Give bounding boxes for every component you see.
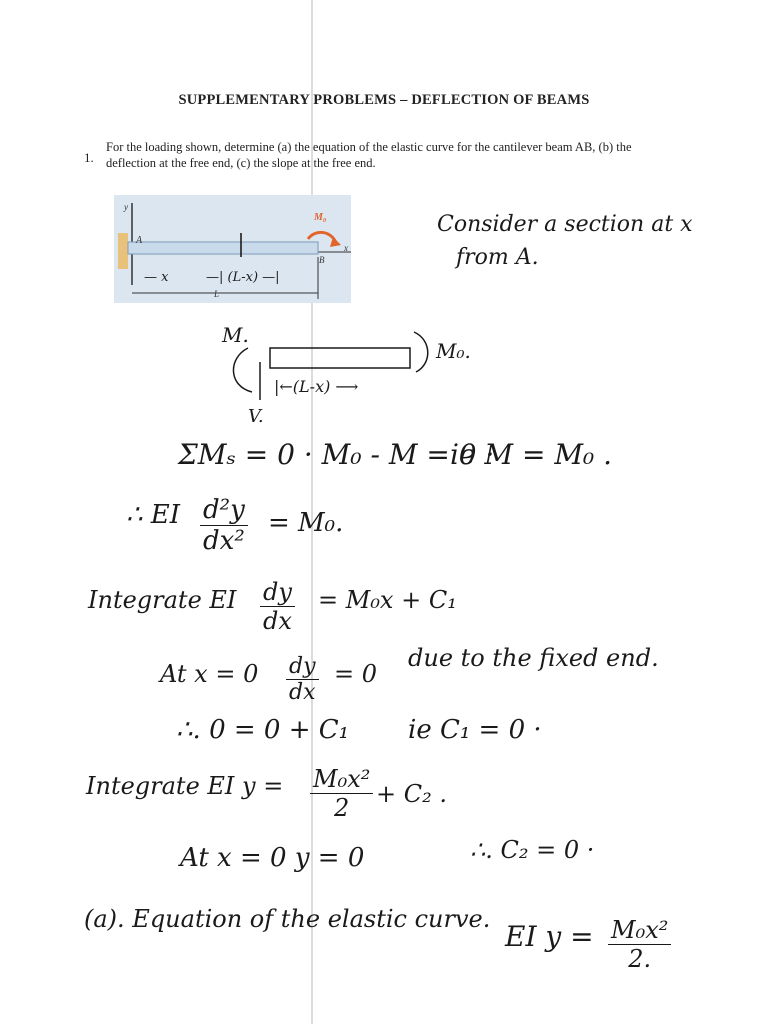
note-elastic-curve-lhs: EI y = [505, 920, 594, 953]
note-integrate-2-prefix: Integrate EI y = [86, 772, 284, 800]
fixed-support [118, 233, 128, 269]
note-c2-result: ∴. C₂ = 0 · [470, 836, 595, 864]
note-boundary-1-prefix: At x = 0 [160, 660, 259, 688]
beam [128, 242, 318, 254]
fbd-shear-v-label: V. [248, 406, 264, 427]
free-body-diagram [200, 318, 480, 428]
note-m-equals-m0: ie M = M₀ . [450, 438, 613, 471]
frac-numerator: d²y [200, 495, 248, 526]
note-boundary-2: At x = 0 y = 0 [180, 843, 365, 873]
moment-arrowhead [330, 237, 341, 247]
first-derivative-fraction [260, 578, 295, 635]
frac-numerator: dy [286, 654, 319, 680]
note-moment-equilibrium: ΣMₛ = 0 · M₀ - M = 0 · [178, 438, 495, 471]
note-boundary-1-rhs: = 0 [334, 660, 378, 688]
fbd-beam-segment [270, 348, 410, 368]
note-integrate-1-rhs: = M₀x + C₁ [318, 586, 457, 614]
page-heading: SUPPLEMENTARY PROBLEMS – DEFLECTION OF BEAMS [178, 92, 590, 108]
fbd-moment-arrow-left [233, 348, 252, 392]
fbd-moment-arrow-right [414, 332, 428, 372]
deflection-fraction [310, 765, 373, 822]
frac-numerator: M₀x² [310, 765, 373, 794]
slope-fraction [286, 654, 319, 705]
second-derivative-fraction [200, 495, 248, 556]
x-dimension-note: — x [144, 270, 169, 285]
note-part-a-heading: (a). Equation of the elastic curve. [84, 905, 491, 933]
point-b-label: B [319, 255, 325, 265]
frac-denominator: 2 [334, 794, 350, 822]
note-from-a: from A. [456, 245, 539, 270]
note-c1-result: ie C₁ = 0 · [408, 715, 542, 745]
problem-statement: For the loading shown, determine (a) the equation of the elastic curve for the cantilever beam AB, (b) the deflection at the free end, (c) the slope at the free end. [106, 140, 632, 170]
cantilever-diagram [114, 195, 351, 303]
note-integrate-2-rhs: + C₂ . [376, 780, 447, 808]
note-c1-equation: ∴. 0 = 0 + C₁ [176, 715, 350, 745]
frac-denominator: 2. [628, 945, 652, 973]
frac-denominator: dx [289, 680, 316, 705]
elastic-curve-fraction [608, 916, 671, 973]
note-consider-section: Consider a section at x [437, 212, 693, 237]
y-axis-label: y [124, 202, 128, 212]
note-differential-eq-rhs: = M₀. [268, 508, 344, 538]
note-fixed-end-reason: due to the fixed end. [408, 644, 659, 672]
frac-denominator: dx [263, 607, 292, 635]
moment-label: M₀ [314, 212, 327, 223]
frac-denominator: dx² [203, 526, 245, 556]
length-label: L [214, 289, 220, 299]
l-minus-x-dimension-note: —| (L-x) —| [206, 270, 280, 285]
cantilever-figure [114, 195, 351, 303]
fbd-length-note: |←(L-x) ⟶ [274, 377, 359, 396]
problem-number: 1. [84, 150, 94, 165]
fbd-moment-m-label: M. [222, 323, 249, 347]
point-a-label: A [136, 235, 143, 246]
frac-numerator: M₀x² [608, 916, 671, 945]
frac-numerator: dy [260, 578, 295, 607]
x-axis-label: x [344, 243, 348, 253]
note-integrate-1-prefix: Integrate EI [88, 586, 237, 614]
fbd-moment-m0-label: M₀. [436, 339, 471, 363]
note-differential-eq-prefix: ∴ EI [126, 500, 181, 530]
